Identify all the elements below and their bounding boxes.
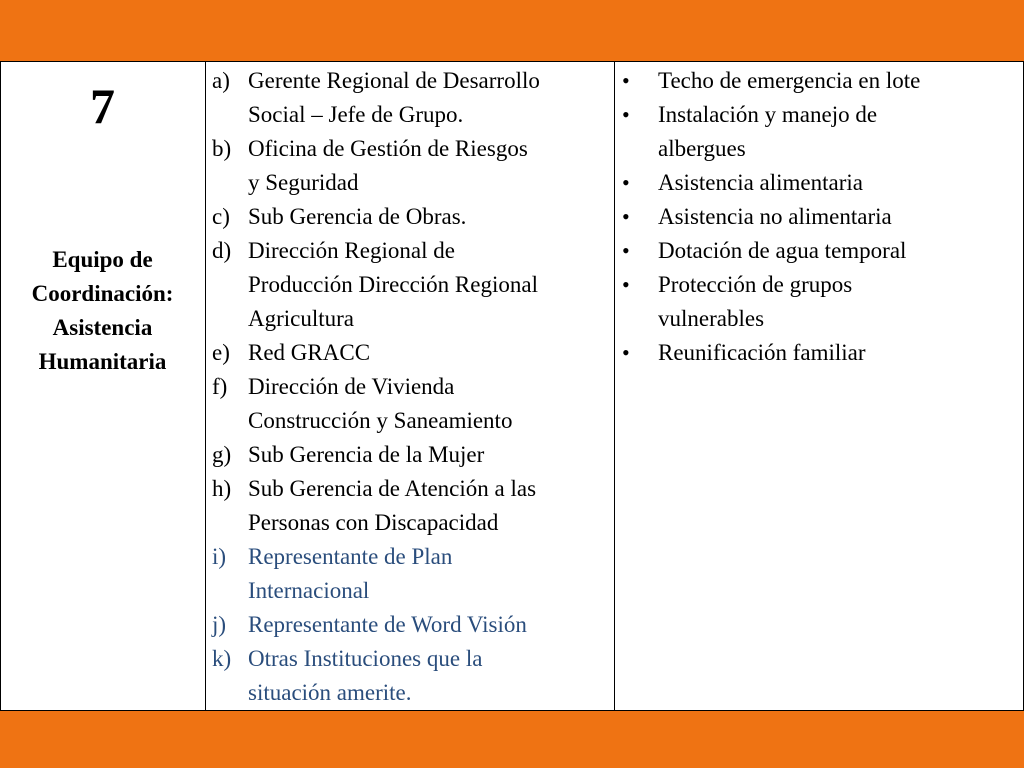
member-line: Gerente Regional de Desarrollo (248, 68, 540, 93)
action-item (622, 268, 1018, 336)
team-title-line: Humanitaria (38, 349, 167, 374)
member-item (212, 608, 612, 642)
member-item (212, 132, 612, 200)
member-item (212, 234, 612, 336)
bullet-icon: • (622, 238, 630, 263)
team-title-line: Coordinación: (31, 281, 174, 306)
member-marker: g) (212, 442, 232, 467)
team-title (0, 243, 205, 379)
action-item (622, 166, 1018, 200)
member-line: Oficina de Gestión de Riesgos (248, 136, 528, 161)
member-marker: a) (212, 68, 230, 93)
member-line: Sub Gerencia de Atención a las (248, 476, 537, 501)
member-item (212, 438, 612, 472)
action-line: Reunificación familiar (658, 340, 866, 365)
member-item (212, 370, 612, 438)
team-title-line: Asistencia (52, 315, 153, 340)
member-line: Dirección de Vivienda (248, 374, 455, 399)
member-item (212, 200, 612, 234)
top-orange-band (0, 0, 1024, 61)
member-line: Sub Gerencia de Obras. (248, 204, 467, 229)
member-line: Personas con Discapacidad (248, 510, 499, 535)
member-line: Construcción y Saneamiento (248, 408, 513, 433)
member-marker: f) (212, 374, 228, 399)
action-line: vulnerables (658, 306, 765, 331)
action-line: Instalación y manejo de (658, 102, 878, 127)
member-item (212, 540, 612, 608)
bullet-icon: • (622, 102, 630, 127)
team-column (0, 61, 206, 711)
action-item (622, 64, 1018, 98)
team-title-line: Equipo de (52, 247, 153, 272)
member-line: Representante de Word Visión (248, 612, 527, 637)
bullet-icon: • (622, 340, 630, 365)
member-line: y Seguridad (248, 170, 359, 195)
action-item (622, 200, 1018, 234)
bullet-icon: • (622, 68, 630, 93)
action-line: Dotación de agua temporal (658, 238, 907, 263)
bullet-icon: • (622, 204, 630, 229)
member-line: Producción Dirección Regional (248, 272, 538, 297)
member-marker: b) (212, 136, 232, 161)
team-number: 7 (90, 78, 115, 134)
member-line: Red GRACC (248, 340, 371, 365)
member-item (212, 472, 612, 540)
bullet-icon: • (622, 170, 630, 195)
bullet-icon: • (622, 272, 630, 297)
member-item (212, 642, 612, 710)
actions-list (622, 64, 1018, 370)
member-line: Representante de Plan (248, 544, 453, 569)
member-item (212, 336, 612, 370)
bottom-orange-band (0, 711, 1024, 768)
member-marker: d) (212, 238, 232, 263)
member-line: Internacional (248, 578, 370, 603)
member-marker: e) (212, 340, 230, 365)
member-line: situación amerite. (248, 680, 412, 705)
action-line: Asistencia no alimentaria (658, 204, 892, 229)
member-line: Sub Gerencia de la Mujer (248, 442, 485, 467)
member-marker: i) (212, 544, 227, 569)
action-line: Techo de emergencia en lote (658, 68, 921, 93)
action-line: Protección de grupos (658, 272, 853, 297)
member-line: Otras Instituciones que la (248, 646, 483, 671)
member-line: Agricultura (248, 306, 355, 331)
member-marker: h) (212, 476, 232, 501)
member-line: Dirección Regional de (248, 238, 455, 263)
member-marker: k) (212, 646, 232, 671)
member-marker: j) (212, 612, 227, 637)
member-marker: c) (212, 204, 230, 229)
member-item (212, 64, 612, 132)
action-item (622, 336, 1018, 370)
members-list (212, 64, 612, 710)
action-line: Asistencia alimentaria (658, 170, 864, 195)
member-line: Social – Jefe de Grupo. (248, 102, 464, 127)
action-item (622, 98, 1018, 166)
action-item (622, 234, 1018, 268)
action-line: albergues (658, 136, 746, 161)
